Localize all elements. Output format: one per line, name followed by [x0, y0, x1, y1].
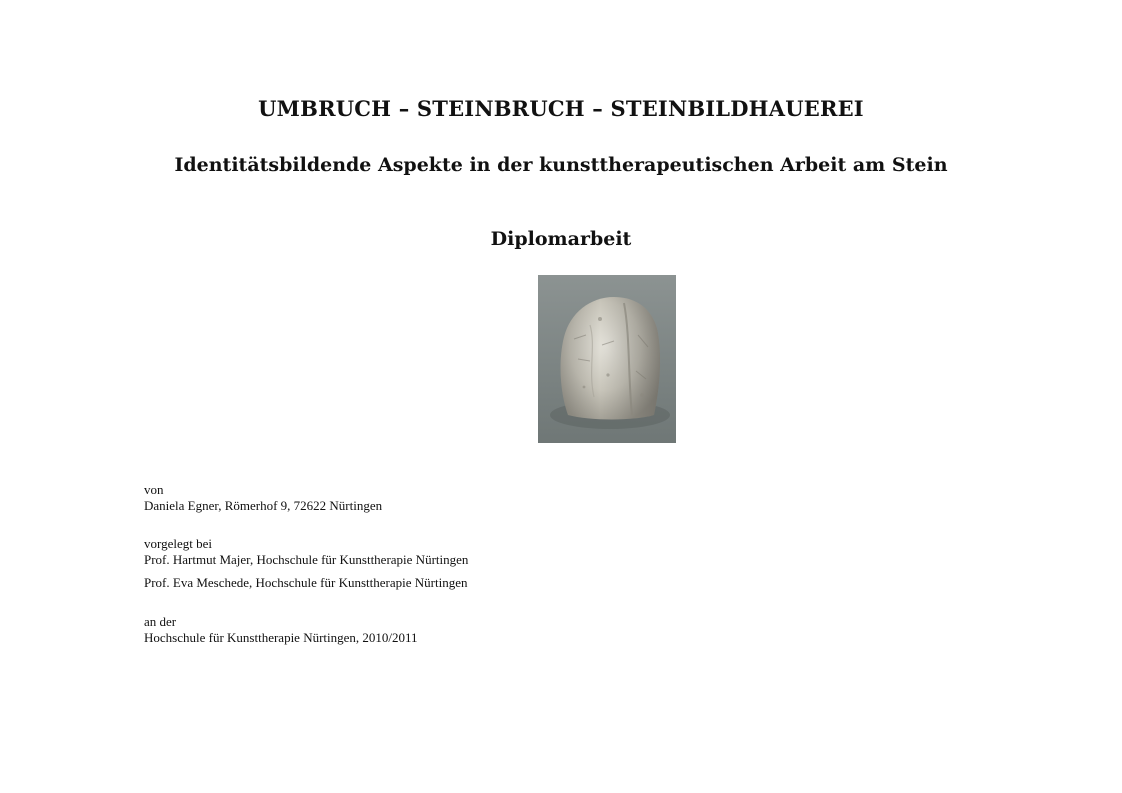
institution-value: Hochschule für Kunsttherapie Nürtingen, 2010/2011 [144, 630, 418, 645]
stone-sculpture-photo [538, 275, 676, 443]
submitted-label: vorgelegt bei [144, 536, 212, 551]
document-subtitle: Identitätsbildende Aspekte in der kunsttherapeutischen Arbeit am Stein [174, 154, 948, 176]
author-value: Daniela Egner, Römerhof 9, 72622 Nürtingen [144, 498, 383, 513]
institution-label: an der [144, 614, 177, 629]
author-label: von [144, 482, 164, 497]
reviewer-1: Prof. Hartmut Majer, Hochschule für Kunsttherapie Nürtingen [144, 552, 469, 567]
institution-block [144, 614, 418, 646]
document-title: UMBRUCH – STEINBRUCH – STEINBILDHAUEREI [258, 96, 864, 121]
author-block [144, 482, 382, 514]
document-type: Diplomarbeit [490, 228, 632, 250]
submitted-block [144, 536, 468, 591]
reviewer-2: Prof. Eva Meschede, Hochschule für Kunsttherapie Nürtingen [144, 575, 468, 590]
